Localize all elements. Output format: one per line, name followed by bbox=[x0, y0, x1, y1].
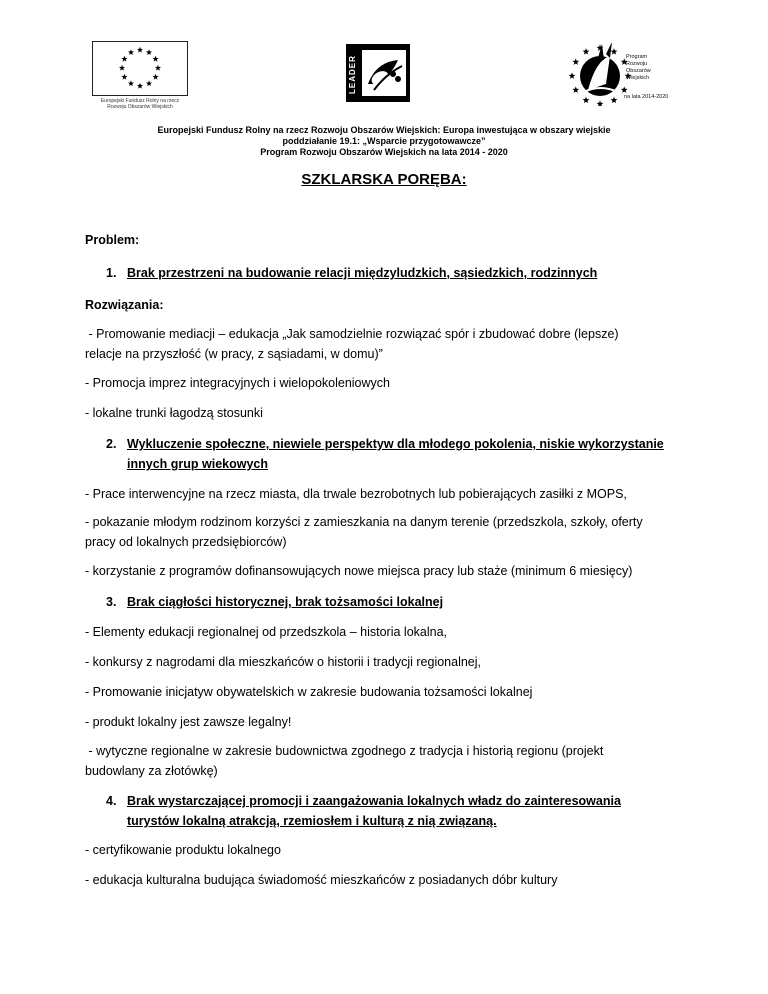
star-icon bbox=[572, 58, 579, 65]
solution-line: pracy od lokalnych przedsiębiorców) bbox=[85, 535, 287, 549]
solution-item: - edukacja kulturalna budująca świadomość mieszkańców z posiadanych dóbr kultury bbox=[85, 873, 558, 887]
eu-caption bbox=[92, 98, 188, 110]
eu-flag-icon bbox=[92, 41, 188, 96]
problem-heading-text: Brak ciągłości historycznej, brak tożsamości lokalnej bbox=[127, 595, 444, 609]
solutions-label: Rozwiązania: bbox=[85, 298, 164, 312]
problem-heading-text: turystów lokalną atrakcją, rzemiosłem i kulturą z nią związaną. bbox=[127, 814, 497, 828]
prow-line: Wiejskich bbox=[626, 75, 650, 81]
star-icon bbox=[121, 74, 127, 80]
problem-heading-3 bbox=[106, 592, 686, 612]
solution-line: - Promowanie mediacji – edukacja „Jak samodzielnie rozwiązać spór i zbudować dobre (lepsze) bbox=[85, 327, 619, 341]
solution-item: - Prace interwencyjne na rzecz miasta, dla trwale bezrobotnych lub pobierających zasiłki z MOPS, bbox=[85, 487, 627, 501]
star-icon bbox=[146, 49, 152, 55]
problem-heading-text: innych grup wiekowych bbox=[127, 457, 268, 471]
solution-item: - Promowanie inicjatyw obywatelskich w zakresie budowania tożsamości lokalnej bbox=[85, 685, 533, 699]
header-line: Europejski Fundusz Rolny na rzecz Rozwoju Obszarów Wiejskich: Europa inwestująca w obszary wiejskie bbox=[157, 125, 611, 135]
problem-number: 4. bbox=[106, 794, 117, 808]
star-icon bbox=[121, 56, 127, 62]
solution-item: - Promocja imprez integracyjnych i wielopokoleniowych bbox=[85, 376, 390, 390]
leader-logo-text: LEADER bbox=[348, 55, 357, 94]
problem-heading-text: Brak przestrzeni na budowanie relacji międzyludzkich, sąsiedzkich, rodzinnych bbox=[127, 266, 598, 280]
problem-heading-4 bbox=[106, 791, 686, 831]
star-icon bbox=[137, 83, 143, 89]
star-icon bbox=[155, 65, 161, 71]
prow-logo-text bbox=[626, 54, 651, 82]
star-icon bbox=[569, 72, 576, 79]
eu-caption-line: Rozwoju Obszarów Wiejskich bbox=[107, 104, 173, 110]
solution-item bbox=[85, 741, 685, 781]
problem-heading-text: Wykluczenie społeczne, niewiele perspektyw dla młodego pokolenia, niskie wykorzystanie bbox=[127, 437, 664, 451]
star-icon bbox=[621, 86, 628, 93]
solution-item bbox=[85, 512, 685, 552]
solution-item: - certyfikowanie produktu lokalnego bbox=[85, 843, 281, 857]
problem-number: 1. bbox=[106, 266, 117, 280]
problem-heading-2 bbox=[106, 434, 686, 474]
star-icon bbox=[128, 80, 134, 86]
solution-item: - lokalne trunki łagodzą stosunki bbox=[85, 406, 263, 420]
solution-item: - korzystanie z programów dofinansowujących nowe miejsca pracy lub staże (minimum 6 miesięcy) bbox=[85, 564, 633, 578]
problem-number: 2. bbox=[106, 437, 117, 451]
solution-item bbox=[85, 324, 685, 364]
solution-item: - Elementy edukacji regionalnej od przedszkola – historia lokalna, bbox=[85, 625, 448, 639]
page-title: SZKLARSKA PORĘBA: bbox=[301, 171, 467, 188]
problem-heading-1 bbox=[106, 263, 686, 283]
solution-line: relacje na przyszłość (w pracy, z sąsiadami, w domu)” bbox=[85, 347, 383, 361]
leader-logo-icon bbox=[346, 44, 410, 102]
star-icon bbox=[146, 80, 152, 86]
star-icon bbox=[119, 65, 125, 71]
star-icon bbox=[583, 48, 590, 55]
star-icon bbox=[572, 86, 579, 93]
prow-years: na lata 2014-2020 bbox=[624, 94, 669, 100]
problem-heading-text: Brak wystarczającej promocji i zaangażowania lokalnych władz do zainteresowania bbox=[127, 794, 621, 808]
prow-line: Rozwoju bbox=[626, 61, 648, 67]
star-icon bbox=[128, 49, 134, 55]
solution-item: - konkursy z nagrodami dla mieszkańców o historii i tradycji regionalnej, bbox=[85, 655, 482, 669]
problem-number: 3. bbox=[106, 595, 117, 609]
star-icon bbox=[611, 97, 618, 104]
eu-caption-line: Europejski Fundusz Rolny na rzecz bbox=[100, 98, 180, 104]
document-header bbox=[100, 125, 668, 158]
problem-label: Problem: bbox=[85, 233, 140, 247]
solution-line: - pokazanie młodym rodzinom korzyści z zamieszkania na danym terenie (przedszkola, szkoły, oferty bbox=[85, 515, 643, 529]
header-line: Program Rozwoju Obszarów Wiejskich na lata 2014 - 2020 bbox=[260, 147, 508, 157]
solution-line: budowlany za złotówkę) bbox=[85, 764, 218, 778]
star-icon bbox=[137, 47, 143, 53]
star-icon bbox=[153, 56, 159, 62]
star-icon bbox=[583, 97, 590, 104]
prow-line: Obszarów bbox=[626, 68, 651, 74]
solution-item: - produkt lokalny jest zawsze legalny! bbox=[85, 715, 292, 729]
star-icon bbox=[611, 48, 618, 55]
star-icon bbox=[153, 74, 159, 80]
solution-line: - wytyczne regionalne w zakresie budownictwa zgodnego z tradycja i historią regionu (projekt bbox=[85, 744, 604, 758]
star-icon bbox=[597, 100, 604, 106]
prow-line: Program bbox=[626, 54, 648, 60]
header-line: poddziałanie 19.1: „Wsparcie przygotowawcze” bbox=[282, 136, 486, 146]
